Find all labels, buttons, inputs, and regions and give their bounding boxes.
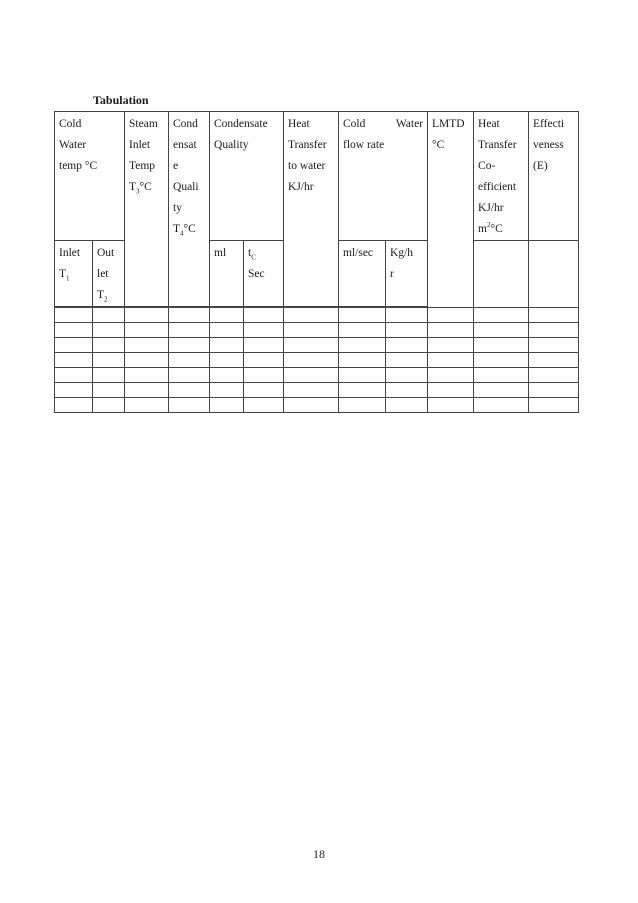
table-cell	[169, 308, 210, 323]
table-cell	[284, 398, 339, 413]
subheader-inlet-t1: Inlet $T_1$	[55, 241, 93, 307]
table-cell	[386, 323, 428, 338]
table-cell	[210, 353, 244, 368]
table-cell	[244, 383, 284, 398]
page-number: 18	[313, 847, 325, 861]
table-cell	[169, 398, 210, 413]
table-cell	[125, 308, 169, 323]
table-cell	[93, 323, 125, 338]
table-cell	[210, 398, 244, 413]
table-cell	[93, 368, 125, 383]
table-cell	[244, 323, 284, 338]
table-cell	[244, 338, 284, 353]
table-cell	[169, 338, 210, 353]
subheader-blank-htc	[474, 241, 529, 308]
header-steam-inlet-temp: Steam Inlet Temp $T_3^\circ C$	[125, 112, 169, 307]
table-cell	[93, 383, 125, 398]
table-cell	[284, 323, 339, 338]
table-cell	[169, 353, 210, 368]
table-cell	[125, 398, 169, 413]
table-cell	[386, 338, 428, 353]
table-cell	[339, 323, 386, 338]
table-cell	[93, 398, 125, 413]
table-cell	[169, 383, 210, 398]
header-condensate-quality: Condensate Quality	[210, 112, 284, 241]
table-cell	[169, 323, 210, 338]
table-cell	[284, 338, 339, 353]
table-cell	[529, 323, 579, 338]
table-cell	[529, 398, 579, 413]
table-cell	[125, 338, 169, 353]
table-cell	[529, 308, 579, 323]
table-cell	[55, 323, 93, 338]
table-cell	[244, 308, 284, 323]
header-condensate-temp: Cond ensat e Quali ty $T_4^\circ C$	[169, 112, 210, 307]
tabulation-table	[54, 111, 579, 413]
table-cell	[284, 308, 339, 323]
subheader-ml-per-sec: ml/sec	[339, 241, 386, 307]
header-cold-water-temp: Cold Water temp °C	[55, 112, 125, 241]
table-cell	[428, 308, 474, 323]
table-cell	[93, 338, 125, 353]
table-row	[55, 353, 579, 368]
table-cell	[210, 323, 244, 338]
table-cell	[474, 323, 529, 338]
table-cell	[474, 368, 529, 383]
header-heat-transfer-coefficient: Heat Transfer Co- efficient KJ/hr $m^2^\circ C$	[474, 112, 529, 241]
table-cell	[125, 353, 169, 368]
table-cell	[125, 323, 169, 338]
header-effectiveness: Effecti veness (E)	[529, 112, 579, 241]
table-cell	[339, 398, 386, 413]
table-cell	[244, 353, 284, 368]
table-cell	[428, 383, 474, 398]
table-cell	[339, 383, 386, 398]
table-cell	[474, 338, 529, 353]
header-cold-water-flow-rate: Cold Water flow rate	[339, 112, 428, 241]
table-cell	[529, 338, 579, 353]
table-cell	[386, 353, 428, 368]
table-cell	[474, 308, 529, 323]
header-lmtd: LMTD °C	[428, 112, 474, 308]
table-row	[55, 338, 579, 353]
table-row	[55, 308, 579, 323]
table-cell	[339, 338, 386, 353]
table-cell	[428, 368, 474, 383]
table-row	[55, 398, 579, 413]
table-cell	[210, 338, 244, 353]
table-cell	[125, 368, 169, 383]
subheader-ml: ml	[210, 241, 244, 307]
table-cell	[428, 398, 474, 413]
table-cell	[125, 383, 169, 398]
table-cell	[474, 398, 529, 413]
table-cell	[284, 368, 339, 383]
table-cell	[55, 398, 93, 413]
table-row	[55, 368, 579, 383]
table-cell	[55, 338, 93, 353]
table-cell	[169, 368, 210, 383]
table-cell	[284, 383, 339, 398]
table-cell	[428, 323, 474, 338]
table-cell	[386, 383, 428, 398]
table-cell	[386, 308, 428, 323]
table-cell	[529, 383, 579, 398]
table-cell	[474, 383, 529, 398]
table-cell	[93, 308, 125, 323]
subheader-kg-per-hr: Kg/h r	[386, 241, 428, 307]
table-cell	[529, 353, 579, 368]
table-cell	[93, 353, 125, 368]
header-heat-transfer-to-water: Heat Transfer to water KJ/hr	[284, 112, 339, 307]
table-row	[55, 323, 579, 338]
table-cell	[474, 353, 529, 368]
table-cell	[386, 398, 428, 413]
subheader-blank-effectiveness	[529, 241, 579, 308]
tabulation-heading: Tabulation	[93, 93, 149, 107]
table-cell	[428, 353, 474, 368]
table-cell	[428, 338, 474, 353]
table-cell	[339, 353, 386, 368]
table-cell	[244, 368, 284, 383]
table-cell	[339, 308, 386, 323]
subheader-outlet-t2: Out let $T_2$	[93, 241, 125, 307]
table-cell	[55, 353, 93, 368]
data-rows	[55, 308, 579, 413]
table-cell	[55, 383, 93, 398]
table-cell	[55, 308, 93, 323]
table-cell	[244, 398, 284, 413]
table-cell	[529, 368, 579, 383]
table-cell	[284, 353, 339, 368]
table-cell	[210, 308, 244, 323]
table-cell	[210, 383, 244, 398]
subheader-tc-sec: $t_C$ Sec	[244, 241, 284, 307]
table-row	[55, 383, 579, 398]
table-cell	[386, 368, 428, 383]
table-cell	[55, 368, 93, 383]
table-cell	[210, 368, 244, 383]
table-cell	[339, 368, 386, 383]
header-row	[55, 112, 579, 241]
